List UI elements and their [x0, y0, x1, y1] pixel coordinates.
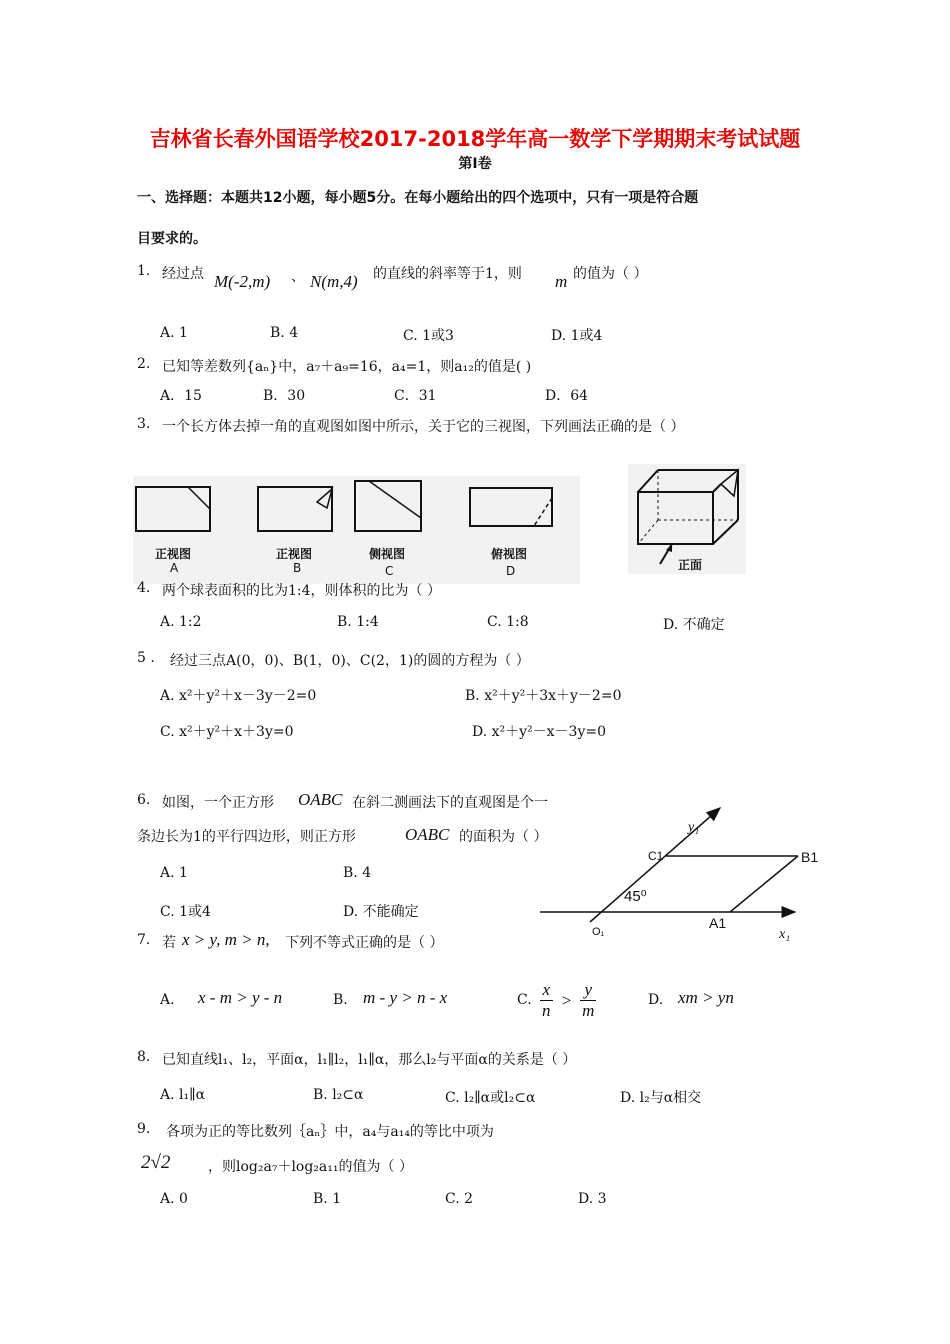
question-5-number: 5 . [137, 650, 155, 666]
q8-option-c: C. l₂∥α或l₂⊂α [445, 1090, 536, 1106]
square-oabc-2: OABC [405, 825, 450, 844]
question-6-number: 6. [137, 792, 151, 808]
question-2-number: 2. [137, 356, 151, 372]
question-1-text-a: 经过点 [162, 266, 204, 282]
view-b-letter: B [293, 561, 302, 575]
q6-option-b: B. 4 [343, 865, 372, 881]
question-6-line1-b: 在斜二测画法下的直观图是个一 [352, 795, 548, 811]
view-d-letter: D [506, 564, 516, 578]
q4-option-a: A. 1:2 [160, 614, 202, 630]
view-d-label: 俯视图 [491, 547, 528, 561]
fraction-y-over-m [580, 980, 596, 1021]
q9-option-c: C. 2 [445, 1191, 474, 1207]
point-a1-label: A1 [709, 915, 727, 931]
section-heading-line2: 目要求的。 [137, 231, 207, 247]
q2-option-b: B．30 [263, 388, 306, 404]
angle-label: 45⁰ [624, 888, 647, 905]
q9-option-b: B. 1 [313, 1191, 342, 1207]
front-face-label: 正面 [678, 558, 703, 572]
question-7-condition: x > y, m > n, [182, 930, 270, 949]
question-9-line2: ，则log₂a₇＋log₂a₁₁的值为（ ） [208, 1159, 413, 1175]
section-heading-line1: 一、选择题：本题共12小题，每小题5分。在每小题给出的四个选项中，只有一项是符合题 [137, 190, 699, 206]
question-7-text-a: 若 [162, 935, 176, 951]
q9-option-a: A. 0 [160, 1191, 188, 1207]
question-4-text: 两个球表面积的比为1:4，则体积的比为（ ） [162, 583, 441, 599]
question-5-text: 经过三点A(0，0)、B(1，0)、C(2，1)的圆的方程为（ ） [170, 653, 530, 669]
q1-option-c: C. 1或3 [403, 328, 454, 344]
question-9-line1: 各项为正的等比数列｛aₙ｝中，a₄与a₁₄的等比中项为 [166, 1124, 494, 1140]
q6-option-a: A. 1 [160, 865, 188, 881]
q7-option-a-expr: x - m > y - n [198, 988, 283, 1007]
question-9-number: 9. [137, 1121, 151, 1137]
q1-option-d: D. 1或4 [551, 328, 603, 344]
axis-x1-label: x₁ [779, 927, 791, 942]
q7-option-b-letter: B. [333, 992, 348, 1008]
edge-b1-a1 [730, 856, 798, 912]
fraction-2-denominator: m [582, 1001, 595, 1020]
q7-option-b-expr: m - y > n - x [363, 988, 448, 1007]
q7-option-d-expr: xm > yn [678, 988, 734, 1007]
q4-option-d: D. 不确定 [663, 617, 725, 633]
view-d-drawing [470, 488, 552, 526]
page-title: 吉林省长春外国语学校2017-2018学年高一数学下学期期末考试试题 [149, 127, 801, 151]
q4-option-b: B. 1:4 [337, 614, 379, 630]
origin-o1-label: O₁ [592, 926, 605, 938]
question-9-sqrt-value: 2√2 [141, 1152, 171, 1173]
question-1-text-c: 的值为（ ） [573, 266, 648, 282]
view-a-drawing [136, 487, 210, 531]
q5-option-a: A. x²＋y²＋x－3y－2=0 [160, 688, 317, 704]
question-3-number: 3. [137, 416, 151, 432]
view-c-drawing [355, 481, 421, 531]
question-6-line2-b: 的面积为（ ） [459, 829, 548, 845]
axis-y1-label: y₁ [688, 820, 700, 835]
q4-option-c: C. 1:8 [487, 614, 529, 630]
three-views-drawings [133, 476, 593, 586]
q7-option-a-letter: A. [160, 992, 175, 1008]
q7-option-d-letter: D. [648, 992, 664, 1008]
question-1-number: 1. [137, 263, 151, 279]
fraction-x-over-n [540, 980, 553, 1021]
question-3-text: 一个长方体去掉一角的直观图如图中所示，关于它的三视图，下列画法正确的是（ ） [162, 419, 685, 435]
view-c-label: 侧视图 [369, 547, 406, 561]
q9-option-d: D. 3 [578, 1191, 607, 1207]
q1-option-b: B. 4 [270, 325, 299, 341]
view-a-label: 正视图 [155, 547, 192, 561]
y-axis [590, 808, 720, 922]
view-a-letter: A [170, 561, 179, 575]
view-b-label: 正视图 [276, 547, 313, 561]
q2-option-c: C．31 [394, 388, 437, 404]
q8-option-b: B. l₂⊂α [313, 1087, 364, 1103]
point-b1-label: B1 [801, 849, 819, 865]
fraction-1-numerator: x [540, 980, 553, 1001]
question-8-number: 8. [137, 1049, 151, 1065]
q8-option-a: A. l₁∥α [160, 1087, 206, 1103]
question-1-sep: 、 [291, 269, 305, 285]
question-4-number: 4. [137, 580, 151, 596]
q5-option-d: D. x²＋y²－x－3y=0 [472, 724, 607, 740]
question-6-line2-a: 条边长为1的平行四边形，则正方形 [137, 829, 356, 845]
point-m: M(-2,m) [214, 272, 271, 291]
q7-option-c-expr [540, 980, 596, 1021]
question-6-line1-a: 如图，一个正方形 [162, 795, 274, 811]
view-c-letter: C [385, 564, 394, 578]
q6-option-d: D. 不能确定 [343, 904, 419, 920]
question-7-text-b: 下列不等式正确的是（ ） [285, 935, 444, 951]
fraction-2-numerator: y [580, 980, 596, 1001]
fraction-relation: > [560, 990, 573, 1010]
q2-option-a: A．15 [160, 388, 202, 404]
fraction-1-denominator: n [542, 1001, 551, 1020]
variable-m: m [555, 272, 568, 291]
q6-option-c: C. 1或4 [160, 904, 211, 920]
question-7-number: 7. [137, 932, 151, 948]
parallelogram-figure [540, 805, 810, 945]
point-n: N(m,4) [310, 272, 358, 291]
question-1-text-b: 的直线的斜率等于1，则 [373, 266, 522, 282]
q8-option-d: D. l₂与α相交 [620, 1090, 702, 1106]
q1-option-a: A. 1 [160, 325, 188, 341]
question-8-text: 已知直线l₁、l₂，平面α，l₁∥l₂，l₁∥α，那么l₂与平面α的关系是（ ） [162, 1052, 577, 1068]
q7-option-c-letter: C. [517, 992, 532, 1008]
point-c1-label: C1 [648, 849, 664, 863]
q5-option-c: C. x²＋y²＋x＋3y=0 [160, 724, 294, 740]
view-b-drawing [258, 487, 332, 531]
question-2-text: 已知等差数列{aₙ}中，a₇＋a₉=16，a₄=1，则a₁₂的值是( ) [162, 359, 532, 375]
section-subtitle: 第Ⅰ卷 [458, 156, 492, 172]
square-oabc-1: OABC [298, 790, 343, 809]
q5-option-b: B. x²＋y²＋3x＋y－2=0 [465, 688, 622, 704]
q2-option-d: D．64 [545, 388, 589, 404]
